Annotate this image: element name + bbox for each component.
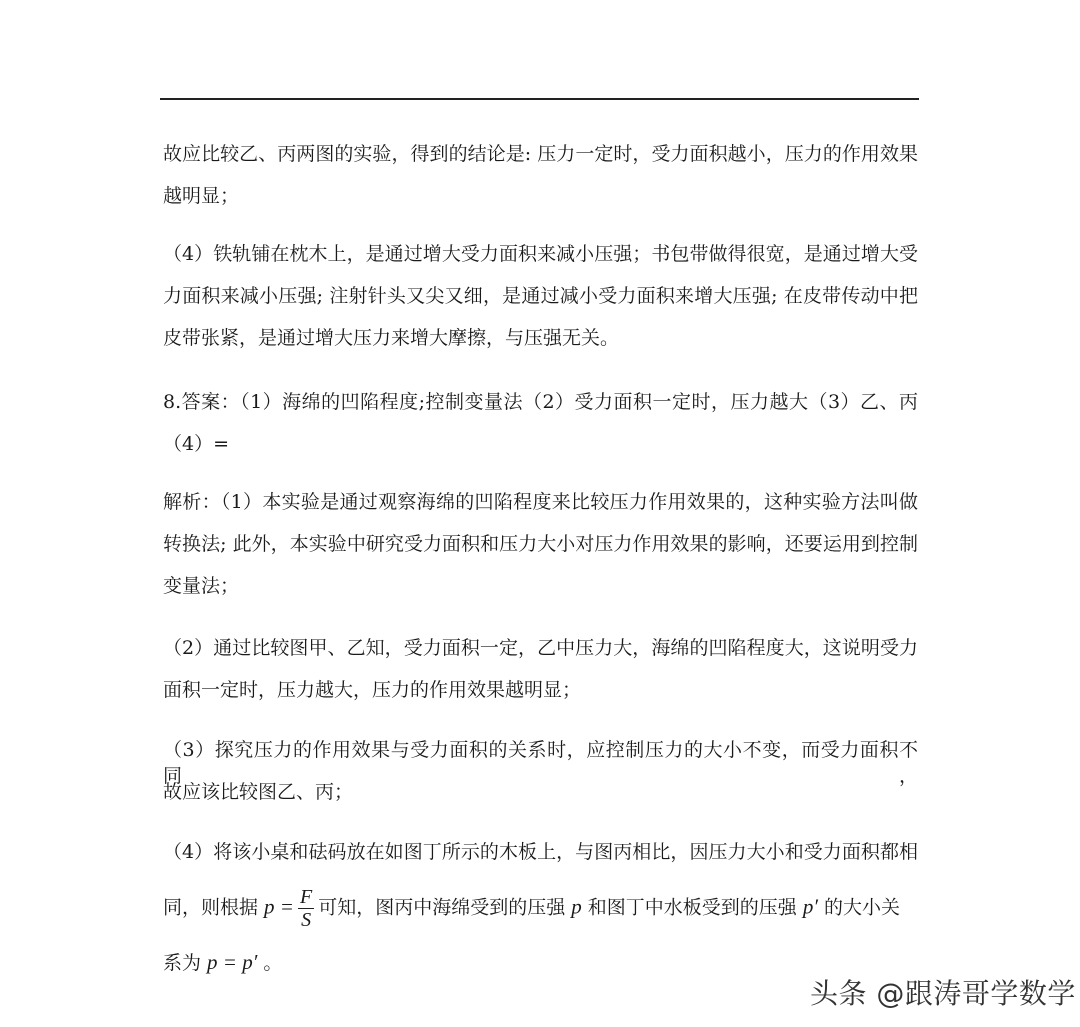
formula-line (163, 949, 918, 976)
text-segment: 可知，图丙中海绵受到的压强 (318, 896, 572, 919)
math-p-prime: p′ (802, 894, 818, 919)
text-line: 故应比较乙、丙两图的实验，得到的结论是: 压力一定时，受力面积越小，压力的作用效果 (163, 143, 918, 165)
analysis-line: 转换法; 此外，本实验中研究受力面积和压力大小对压力作用效果的影响，还要运用到控制 (163, 533, 918, 555)
answer-line: 8.答案：（1）海绵的凹陷程度;控制变量法（2）受力面积一定时，压力越大（3）乙、丙 (163, 391, 918, 413)
text-line: （4）铁轨铺在枕木上，是通过增大受力面积来减小压强；书包带做得很宽，是通过增大受 (163, 243, 918, 265)
analysis-line: 变量法； (163, 575, 240, 597)
analysis-line: （4）将该小桌和砝码放在如图丁所示的木板上，与图丙相比，因压力大小和受力面积都相 (163, 841, 918, 863)
watermark: 头条 @跟涛哥学数学 (810, 977, 1076, 1010)
denominator: S (301, 909, 312, 931)
header-rule (160, 98, 919, 100)
text-segment: 同，则根据 (163, 896, 265, 919)
numerator: F (299, 886, 313, 908)
fraction-F-over-S (298, 886, 314, 931)
math-p-equals: p = (264, 894, 294, 919)
analysis-line: 故应该比较图乙、丙； (163, 781, 354, 803)
text-segment: 系为 (163, 952, 208, 974)
text-segment: 和图丁中水板受到的压强 (581, 896, 803, 919)
text-segment: 。 (257, 952, 283, 974)
text-line: 力面积来减小压强; 注射针头又尖又细，是通过减小受力面积来增大压强; 在皮带传动中把 (163, 285, 918, 307)
analysis-line: 面积一定时，压力越大，压力的作用效果越明显； (163, 679, 582, 701)
answer-line: （4）= (163, 433, 230, 455)
text-segment: 的大小关 (817, 896, 900, 919)
text-line: 越明显； (163, 185, 240, 207)
text-line: 皮带张紧，是通过增大压力来增大摩擦，与压强无关。 (163, 327, 620, 349)
analysis-line: （3）探究压力的作用效果与受力面积的关系时，应控制压力的大小不变，而受力面积不同， (163, 739, 918, 787)
math-p-equals-p-prime: p = p′ (207, 950, 258, 974)
analysis-line: （2）通过比较图甲、乙知，受力面积一定，乙中压力大，海绵的凹陷程度大，这说明受力 (163, 637, 918, 659)
analysis-line: 解析：（1）本实验是通过观察海绵的凹陷程度来比较压力作用效果的，这种实验方法叫做 (163, 491, 918, 513)
math-p: p (571, 894, 582, 919)
formula-line (163, 886, 918, 931)
